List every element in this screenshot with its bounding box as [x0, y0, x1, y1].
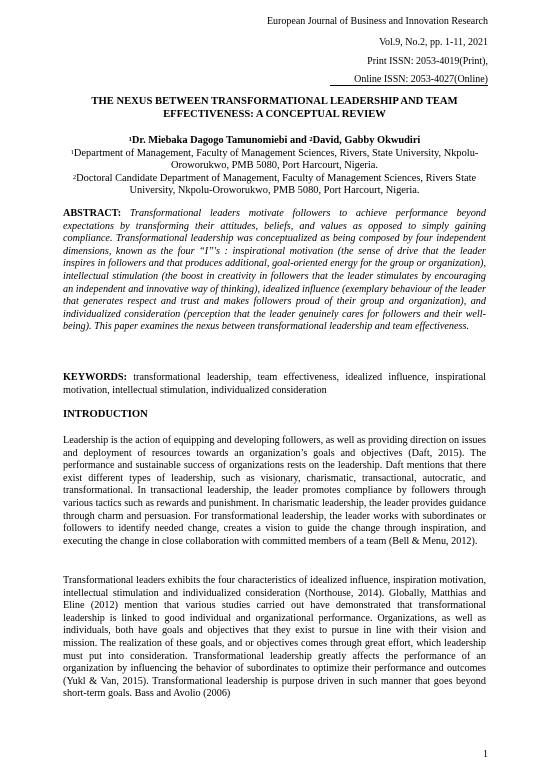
author-2: David, Gabby Okwudiri	[312, 135, 421, 146]
author-2-marker: 2	[309, 136, 313, 143]
print-issn: Print ISSN: 2053-4019(Print),	[367, 56, 488, 67]
author-1: Dr. Miebaka Dagogo Tamunomiebi and	[131, 135, 310, 146]
affiliation-2	[63, 173, 486, 198]
page-number: 1	[483, 749, 488, 760]
affiliation-1-marker: 1	[70, 148, 74, 156]
author-block	[63, 135, 486, 198]
paper-title	[63, 96, 486, 122]
keywords-label: KEYWORDS:	[63, 372, 127, 383]
section-heading: INTRODUCTION	[63, 409, 148, 420]
online-issn: Online ISSN: 2053-4027(Online)	[354, 74, 488, 85]
journal-name: European Journal of Business and Innovation Research	[266, 16, 488, 27]
header-rule	[330, 85, 488, 86]
paper-title-line-2: EFFECTIVENESS: A CONCEPTUAL REVIEW	[163, 108, 386, 120]
affiliation-2-text: Doctoral Candidate Department of Management, Faculty of Management Sciences, Rivers State University, Nkpolu-Oroworukwo, PMB 5080, Port Harcourt, Nigeria.	[76, 172, 477, 197]
abstract-label: ABSTRACT:	[63, 208, 122, 219]
keywords-text: transformational leadership, team effectiveness, idealized influence, inspirational motivation, intellectual stimulation, individualized consideration	[63, 372, 486, 396]
keywords	[63, 372, 486, 397]
abstract	[63, 208, 486, 334]
body-paragraph-2: Transformational leaders exhibits the four characteristics of idealized influence, inspiration motivation, intellectual stimulation and individualized consideration (Northouse, 2014). Globally, Matthias and Eline (2012) mention that various studies carried out have demonstrated that transformational leadership is linked to good individual and organizational performance. Organizations, as well as individuals, both have goals and objectives that they exist to pursue in line with their vision and mission. The realization of these goals, and or objectives comes through great effort, which leadership must put into consideration. Transformational leadership greatly affects the performance of an organization by influencing the behavior of subordinates to optimize their performance and outcomes (Yukl & Van, 2015). Transformational leadership is purpose driven in such manner that goes beyond short-term goals. Bass and Avolio (2006)	[63, 575, 486, 700]
volume-info: Vol.9, No.2, pp. 1-11, 2021	[379, 37, 488, 48]
author-names	[63, 135, 486, 148]
author-1-marker: 1	[128, 136, 132, 143]
affiliation-1-text: Department of Management, Faculty of Management Sciences, Rivers, State University, Nkpolu-Oroworukwo, PMB 5080, Port Harcourt, Nigeria.	[73, 147, 479, 172]
body-paragraph-1: Leadership is the action of equipping and developing followers, as well as providing direction on issues and deployment of resources towards an organization’s goals and objectives (Daft, 2015). The performance and sustainable success of organizations rests on the leadership. Daft mentions that there exist different types of leadership, such as visionary, charismatic, transactional, autocratic, and transformational. In transactional leadership, the leader promotes compliance by followers through various tactics such as rewards and punishment. In charismatic leadership, the leader provides guidance through charm and persuasion. For transformational leadership, the leader works with subordinates or followers to identify needed change, creates a vision to guide the change through inspiration, and executing the change in close collaboration with committed members of a team (Bell & Menu, 2012).	[63, 435, 486, 547]
affiliation-2-marker: 2	[72, 173, 77, 181]
paper-title-line-1: THE NEXUS BETWEEN TRANSFORMATIONAL LEADERSHIP AND TEAM	[91, 96, 458, 107]
abstract-text: Transformational leaders motivate followers to achieve performance beyond expectations by transforming their attitudes, beliefs, and values as opposed to simply gaining compliance. Transformational leadership was conceptualized as being composed by four independent dimensions, known as the four “I”'s : inspirational motivation (the sense of drive that the leader inspires in followers and that produces additional, goal-oriented energy for the group or organization), intellectual stimulation (the boost in creativity in followers that the leader stimulates by encouraging an independent and innovative way of thinking), idealized influence (exemplary behaviour of the leader that generates respect and trust and makes followers proud of their group and organization), and individualized consideration (perception that the leader genuinely cares for followers and their well-being). This paper examines the nexus between transformational leadership and team effectiveness.	[63, 208, 486, 333]
affiliation-1	[63, 148, 486, 173]
